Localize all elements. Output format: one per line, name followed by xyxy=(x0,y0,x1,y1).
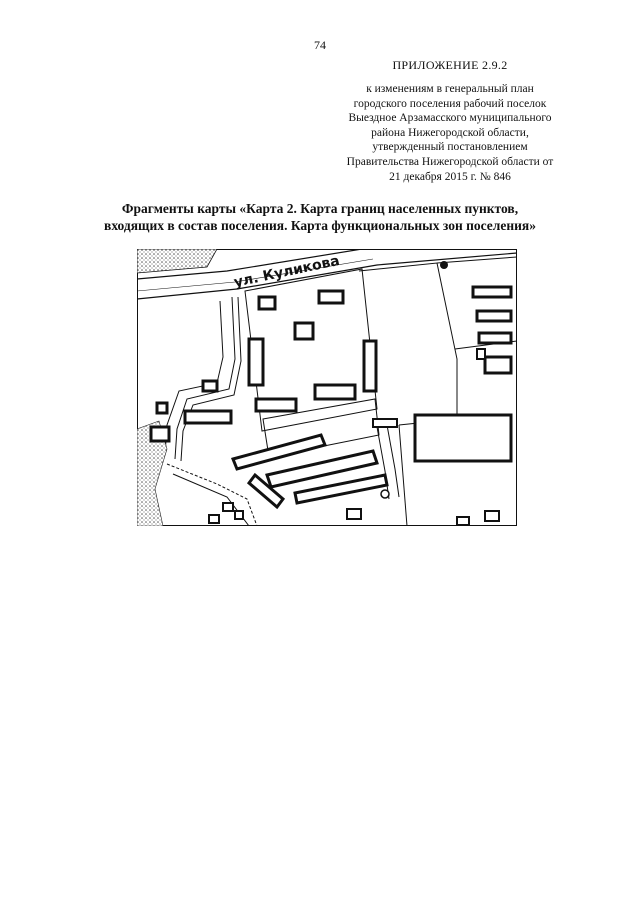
page-number: 74 xyxy=(314,38,326,52)
building xyxy=(185,411,231,423)
building xyxy=(485,511,499,521)
building xyxy=(157,403,167,413)
building xyxy=(477,349,485,359)
building xyxy=(203,381,217,391)
appendix-line: района Нижегородской области, xyxy=(371,126,529,139)
building xyxy=(315,385,355,399)
appendix-line: утвержденный постановлением xyxy=(372,141,528,154)
appendix-title: ПРИЛОЖЕНИЕ 2.9.2 xyxy=(392,58,508,72)
map-drawing xyxy=(137,249,517,526)
building xyxy=(485,357,511,373)
map-fragment xyxy=(137,249,517,526)
appendix-line: Правительства Нижегородской области от xyxy=(346,155,554,168)
appendix-line: 21 декабря 2015 г. № 846 xyxy=(389,170,511,183)
appendix-line: городского поселения рабочий поселок xyxy=(353,97,547,110)
heading-line-1: Фрагменты карты «Карта 2. Карта границ населенных пунктов, xyxy=(121,201,519,216)
building xyxy=(259,297,275,309)
building xyxy=(479,333,511,343)
building xyxy=(249,339,263,385)
heading-line-2: входящих в состав поселения. Карта функциональных зон поселения» xyxy=(104,218,536,233)
building xyxy=(209,515,219,523)
building xyxy=(295,323,313,339)
building xyxy=(235,511,243,519)
building xyxy=(256,399,296,411)
map-marker-dot xyxy=(440,261,448,269)
building xyxy=(223,503,233,511)
building xyxy=(415,415,511,461)
rail-crossing xyxy=(373,419,397,427)
building xyxy=(319,291,343,303)
street-label: ул. Куликова xyxy=(232,252,342,291)
building xyxy=(473,287,511,297)
building xyxy=(477,311,511,321)
map-symbol xyxy=(381,490,389,498)
appendix-text xyxy=(330,82,570,184)
building xyxy=(364,341,376,391)
building xyxy=(151,427,169,441)
appendix-line: к изменениям в генеральный план xyxy=(366,83,534,95)
building xyxy=(347,509,361,519)
building xyxy=(457,517,469,525)
appendix-line: Выездное Арзамасского муниципального xyxy=(348,112,552,125)
document-heading xyxy=(60,200,580,234)
